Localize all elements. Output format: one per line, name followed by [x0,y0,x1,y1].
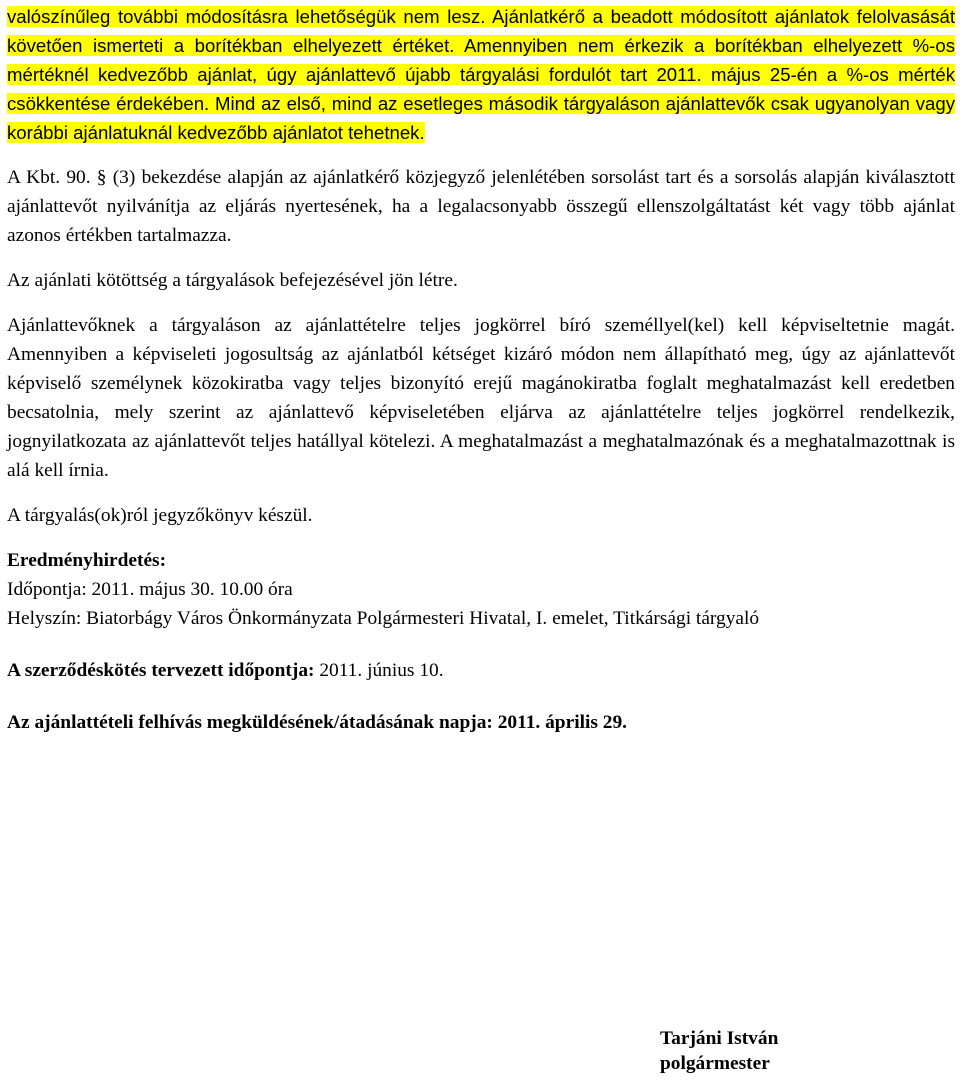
signature-title: polgármester [660,1053,770,1074]
results-place: Helyszín: Biatorbágy Város Önkormányzata Polgármesteri Hivatal, I. emelet, Titkársági tárgyaló [7,608,760,629]
spacer [7,147,955,163]
results-time: Időpontja: 2011. május 30. 10.00 óra [7,579,293,600]
paragraph-jegyzokonyv: A tárgyalás(ok)ról jegyzőkönyv készül. [7,505,313,526]
contract-date-label: A szerződéskötés tervezett időpontja: [7,660,315,681]
spacer [7,295,955,311]
highlighted-text: valószínűleg további módosításra lehetőségük nem lesz. Ajánlatkérő a beadott módosított ajánlatok felolvasását követően ismerteti a borítékban elhelyezett értéket. Amennyiben nem érkezik a borítékban elhelyezett %-os mértéknél kedvezőbb ajánlat, úgy ajánlattevő újabb tárgyalási fordulót tart 2011. május 25-én a %-os mérték csökkentése érdekében. Mind az első, mind az esetleges második tárgyaláson ajánlattevők csak ugyanolyan vagy korábbi ajánlatuknál kedvezőbb ajánlatot tehetnek. [7,6,955,143]
contract-date-value: 2011. június 10. [314,660,444,681]
spacer [7,530,955,546]
contract-date [7,656,955,685]
results-heading: Eredményhirdetés: [7,550,167,571]
spacer [7,633,955,656]
signature-name: Tarjáni István [660,1028,779,1049]
paragraph-kepviselet: Ajánlattevőknek a tárgyaláson az ajánlattételre teljes jogkörrel bíró személlyel(kel) kell képviseltetnie magát. Amennyiben a képviseleti jogosultság az ajánlatból kétséget kizáró módon nem állapítható meg, úgy az ajánlattevőt képviselő személynek közokiratba vagy teljes bizonyító erejű magánokiratba foglalt meghatalmazást kell eredetben becsatolnia, mely szerint az ajánlattevő képviseletében eljárva az ajánlattételre teljes jogkörrel rendelkezik, jognyilatkozata az ajánlattevőt teljes hatállyal kötelezi. A meghatalmazást a meghatalmazónak és a meghatalmazottnak is alá kell írnia. [7,315,955,481]
highlighted-paragraph [7,2,955,147]
signature-block [660,1026,778,1076]
spacer [7,250,955,266]
spacer [7,485,955,501]
spacer [7,685,955,708]
dispatch-date: Az ajánlattételi felhívás megküldésének/átadásának napja: 2011. április 29. [7,712,627,733]
paragraph-ajanlati-kototseg: Az ajánlati kötöttség a tárgyalások befejezésével jön létre. [7,270,458,291]
paragraph-kbt-sorsolas: A Kbt. 90. § (3) bekezdése alapján az ajánlatkérő közjegyző jelenlétében sorsolást tart és a sorsolás alapján kiválasztott ajánlattevőt nyilvánítja az eljárás nyertesének, ha a legalacsonyabb összegű ellenszolgáltatást két vagy több ajánlat azonos értékben tartalmazza. [7,167,955,246]
